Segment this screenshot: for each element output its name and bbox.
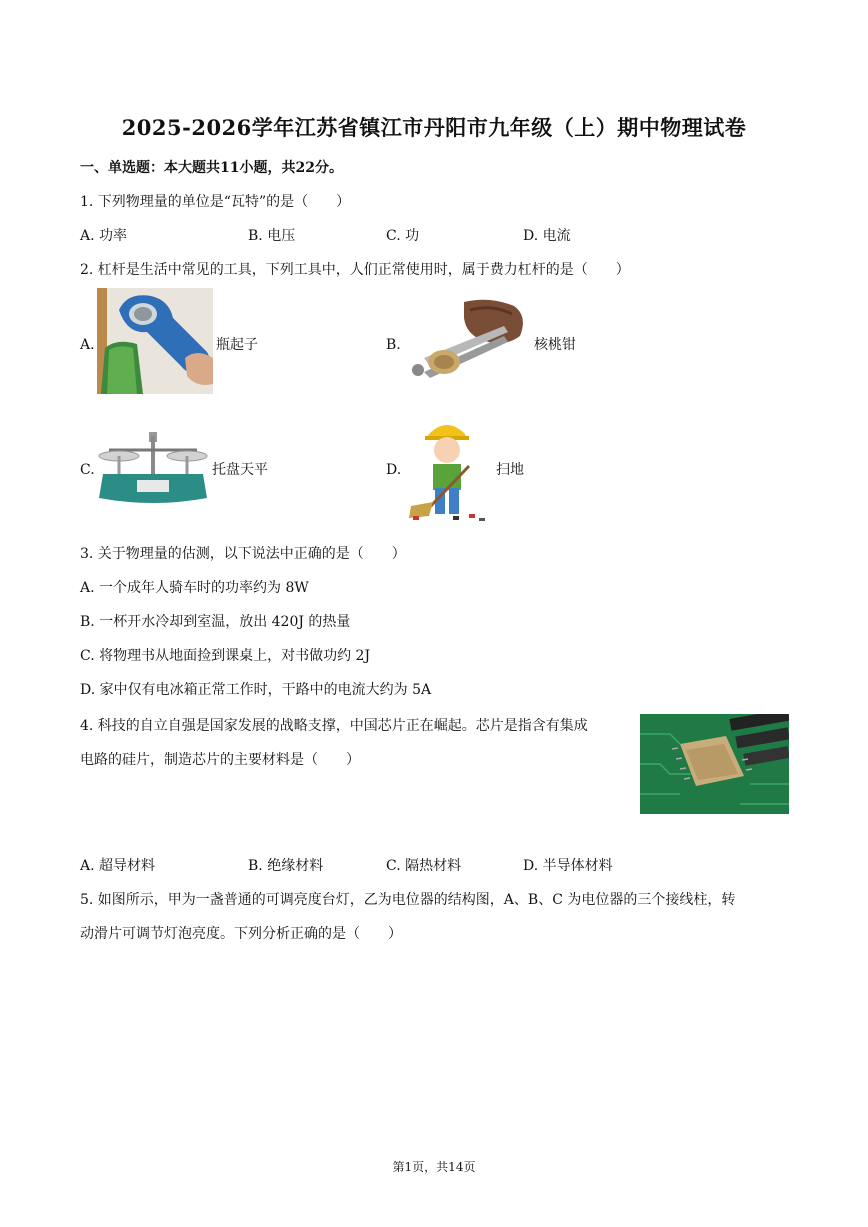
section-heading: 一、单选题：本大题共11小题，共22分。 bbox=[80, 160, 343, 176]
q2-option-d-label: 扫地 bbox=[496, 462, 524, 478]
q2-option-a-label: 瓶起子 bbox=[216, 337, 258, 353]
page-footer: 第1页，共14页 bbox=[392, 1160, 476, 1174]
question-1-stem: 1. 下列物理量的单位是“瓦特”的是（ ） bbox=[80, 194, 351, 210]
balance-scale-image bbox=[97, 428, 209, 508]
q1-option-c: C. 功 bbox=[386, 228, 420, 244]
nutcracker-image bbox=[404, 296, 530, 384]
q4-option-a: A. 超导材料 bbox=[80, 858, 156, 874]
q1-option-b: B. 电压 bbox=[248, 228, 296, 244]
question-5-stem-line2: 动滑片可调节灯泡亮度。下列分析正确的是（ ） bbox=[80, 926, 402, 942]
sweeping-worker-image bbox=[403, 410, 491, 524]
question-5-stem-line1: 5. 如图所示，甲为一盏普通的可调亮度台灯，乙为电位器的结构图，A、B、C 为电位器的三个接线柱，转 bbox=[80, 892, 736, 908]
q1-option-a: A. 功率 bbox=[80, 228, 128, 244]
q4-option-b: B. 绝缘材料 bbox=[248, 858, 324, 874]
q2-option-a-letter: A. bbox=[80, 337, 95, 353]
q2-option-b-label: 核桃钳 bbox=[534, 337, 576, 353]
q2-option-d-letter: D. bbox=[386, 462, 402, 478]
q2-option-c-letter: C. bbox=[80, 462, 95, 478]
bottle-opener-image bbox=[97, 288, 213, 394]
q1-option-d: D. 电流 bbox=[523, 228, 571, 244]
q3-option-b: B. 一杯开水冷却到室温，放出 420J 的热量 bbox=[80, 614, 351, 630]
question-3-stem: 3. 关于物理量的估测，以下说法中正确的是（ ） bbox=[80, 546, 406, 562]
q3-option-a: A. 一个成年人骑车时的功率约为 8W bbox=[80, 580, 309, 596]
q3-option-c: C. 将物理书从地面捡到课桌上，对书做功约 2J bbox=[80, 648, 371, 664]
q4-option-d: D. 半导体材料 bbox=[523, 858, 613, 874]
q2-option-c-label: 托盘天平 bbox=[212, 462, 268, 478]
q3-option-d: D. 家中仅有电冰箱正常工作时，干路中的电流大约为 5A bbox=[80, 682, 432, 698]
page-title: 2025-2026学年江苏省镇江市丹阳市九年级（上）期中物理试卷 bbox=[121, 115, 747, 140]
chip-image bbox=[640, 714, 789, 814]
q4-option-c: C. 隔热材料 bbox=[386, 858, 462, 874]
question-2-stem: 2. 杠杆是生活中常见的工具，下列工具中，人们正常使用时，属于费力杠杆的是（ ） bbox=[80, 262, 630, 278]
question-4-stem-line2: 电路的硅片，制造芯片的主要材料是（ ） bbox=[80, 752, 360, 768]
q2-option-b-letter: B. bbox=[386, 337, 401, 353]
question-4-stem-line1: 4. 科技的自立自强是国家发展的战略支撑，中国芯片正在崛起。芯片是指含有集成 bbox=[80, 718, 588, 734]
